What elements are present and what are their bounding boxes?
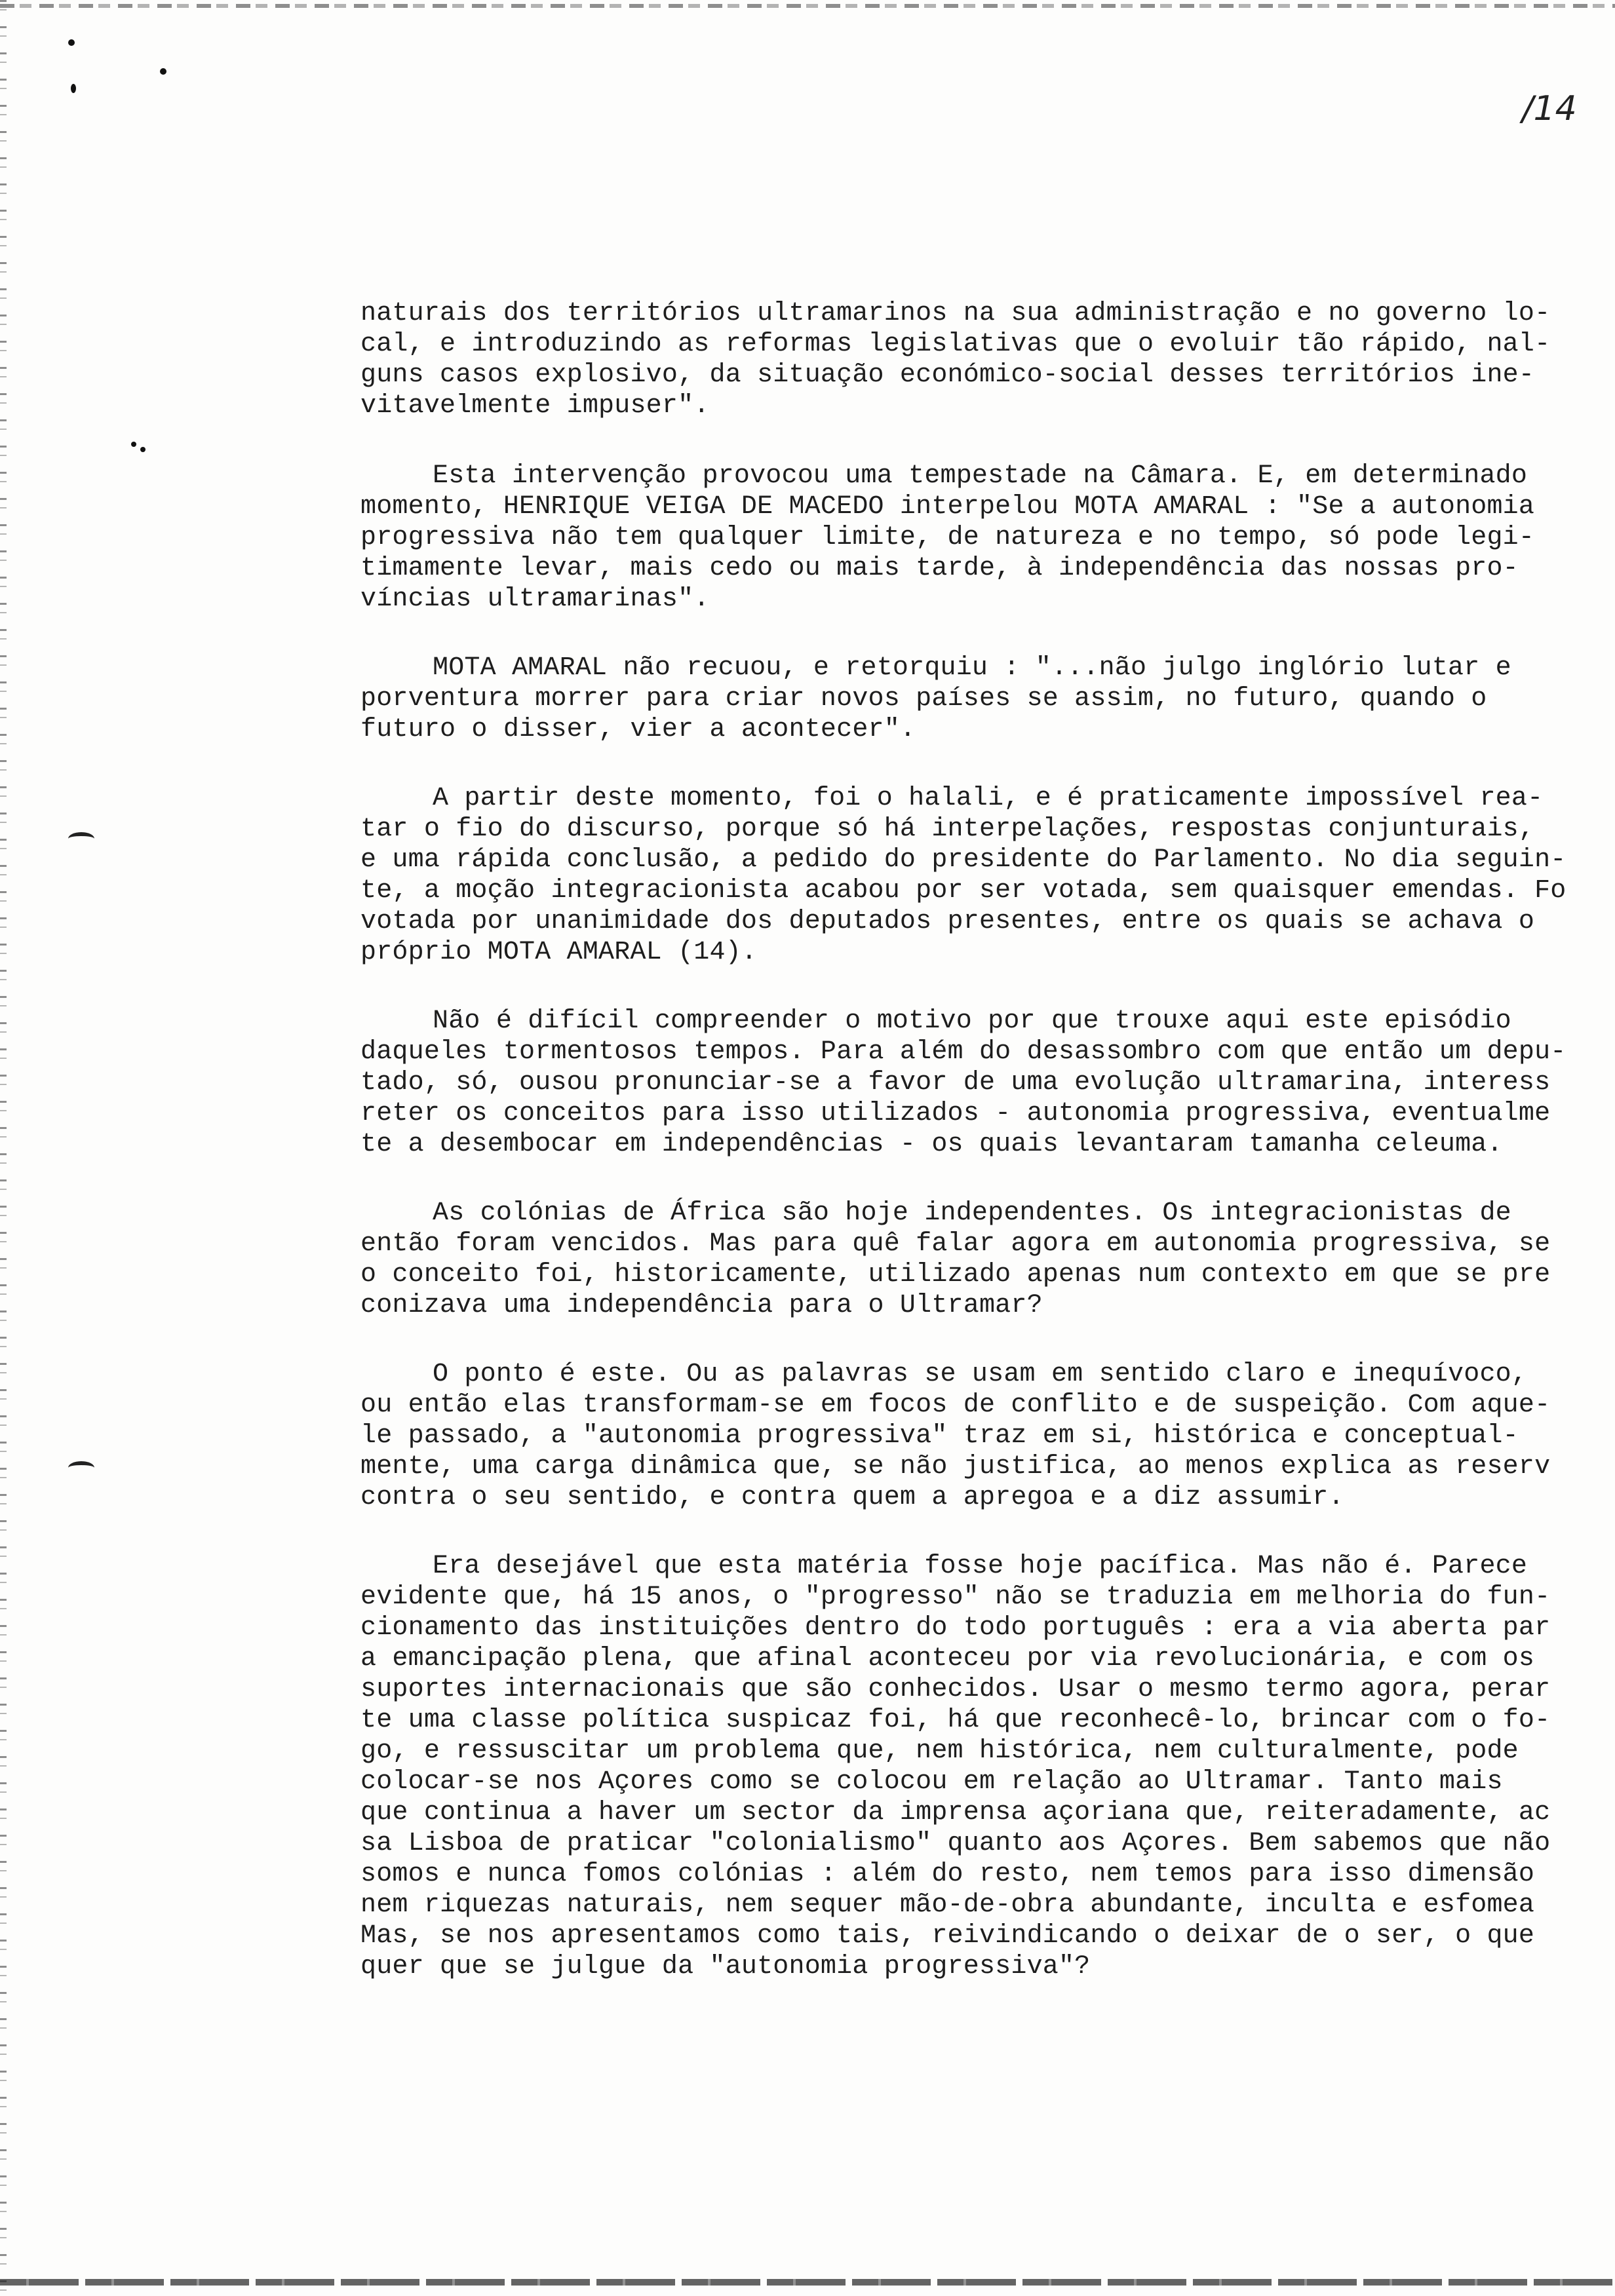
paragraph: MOTA AMARAL não recuou, e retorquiu : "...não julgo inglório lutar e porventura morrer para criar novos países se assim, no futuro, quando o futuro o disser, vier a acontecer". bbox=[360, 653, 1511, 744]
punch-hole-mark bbox=[68, 832, 94, 845]
scan-speck bbox=[68, 39, 75, 46]
paragraph: Não é difícil compreender o motivo por que trouxe aqui este episódio daqueles tormentosos tempos. Para além do desassombro com que então um depu- tado, só, ousou pronunciar-se a favor de uma evolução ultramarina, interess reter os conceitos para isso utilizados - autonomia progressiva, eventualme te a desembocar em independências - os quais levantaram tamanha celeuma. bbox=[360, 1006, 1566, 1159]
scan-speck bbox=[71, 84, 76, 93]
punch-hole-mark bbox=[68, 1461, 94, 1474]
scan-top-edge bbox=[0, 4, 1615, 8]
paragraph: As colónias de África são hoje independentes. Os integracionistas de então foram vencidos. Mas para quê falar agora em autonomia progressiva, se o conceito foi, historicamente, utilizado apenas num contexto em que se pre conizava uma independência para o Ultramar? bbox=[360, 1198, 1551, 1320]
scan-speck bbox=[131, 442, 136, 447]
paragraph: O ponto é este. Ou as palavras se usam em sentido claro e inequívoco, ou então elas transformam-se em focos de conflito e de suspeição. Com aque- le passado, a "autonomia progressiva" traz em si, histórica e conceptual- mente, uma carga dinâmica que, se não justifica, ao menos explica as reserv contra o seu sentido, e contra quem a apregoa e a diz assumir. bbox=[360, 1360, 1551, 1512]
paragraph: Era desejável que esta matéria fosse hoje pacífica. Mas não é. Parece evidente que, há 15 anos, o "progresso" não se traduzia em melhoria do fun- cionamento das instituições dentro do todo português : era a via aberta par a emancipação plena, que afinal aconteceu por via revolucionária, e com os suportes internacionais que são conhecidos. Usar o mesmo termo agora, perar te uma classe política suspicaz foi, há que reconhecê-lo, brincar com o fo- go, e ressuscitar um problema que, nem histórica, nem culturalmente, pode colocar-se nos Açores como se colocou em relação ao Ultramar. Tanto mais que continua a haver um sector da imprensa açoriana que, reiteradamente, ac sa Lisboa de praticar "colonialismo" quanto aos Açores. Bem sabemos que não somos e nunca fomos colónias : além do resto, nem temos para isso dimensão nem riquezas naturais, nem sequer mão-de-obra abundante, inculta e esfomea Mas, se nos apresentamos como tais, reivindicando o deixar de o ser, o que quer que se julgue da "autonomia progressiva"? bbox=[360, 1552, 1551, 1981]
page-number: /14 bbox=[1522, 89, 1577, 128]
paragraph: Esta intervenção provocou uma tempestade na Câmara. E, em determinado momento, HENRIQUE VEIGA DE MACEDO interpelou MOTA AMARAL : "Se a autonomia progressiva não tem qualquer limite, de natureza e no tempo, só pode legi- timamente levar, mais cedo ou mais tarde, à independência das nossas pro- víncias ultramarinas". bbox=[360, 461, 1535, 614]
paragraph: naturais dos territórios ultramarinos na sua administração e no governo lo- cal, e introduzindo as reformas legislativas que o evoluir tão rápido, nal- guns casos explosivo, da situação económico-social desses territórios ine- vitavelmente impuser". bbox=[360, 299, 1551, 421]
scan-left-edge bbox=[0, 0, 7, 2296]
scan-bottom-edge bbox=[0, 2279, 1615, 2286]
scan-speck bbox=[140, 447, 146, 452]
body-text bbox=[360, 298, 1603, 2020]
scan-speck bbox=[160, 68, 166, 75]
paragraph: A partir deste momento, foi o halali, e é praticamente impossível rea- tar o fio do discurso, porque só há interpelações, respostas conjunturais, e uma rápida conclusão, a pedido do presidente do Parlamento. No dia seguin- te, a moção integracionista acabou por ser votada, sem quaisquer emendas. Fo votada por unanimidade dos deputados presentes, entre os quais se achava o próprio MOTA AMARAL (14). bbox=[360, 784, 1566, 967]
